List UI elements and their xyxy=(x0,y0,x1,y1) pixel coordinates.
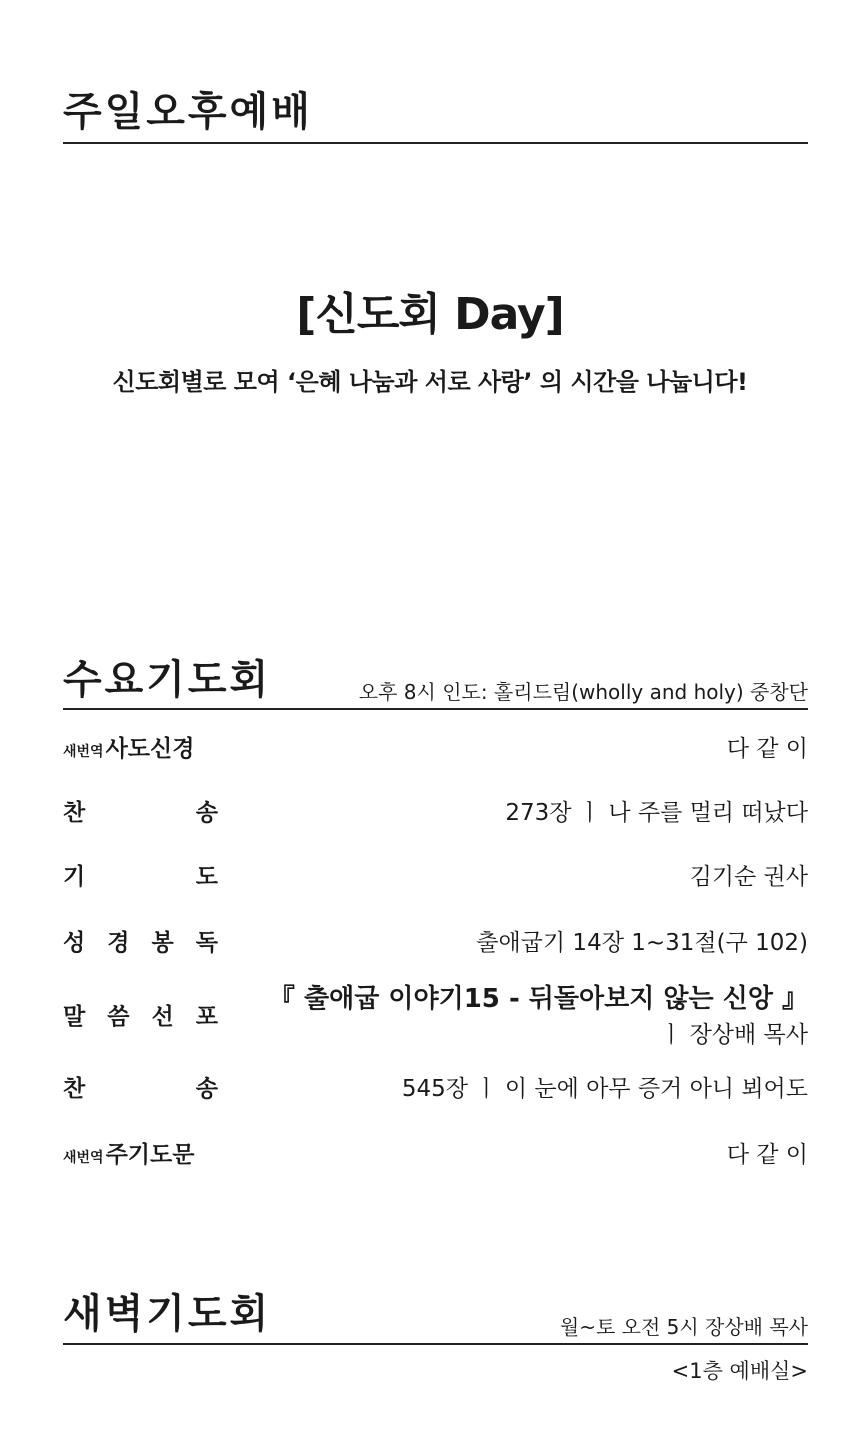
row-label-sermon xyxy=(63,998,218,1031)
row-value-lords-prayer: 다 같 이 xyxy=(726,1142,808,1168)
wednesday-title: 수요기도회 xyxy=(63,657,272,703)
row-label-closing-hymn xyxy=(63,1070,218,1103)
row-label-prayer xyxy=(63,858,218,891)
row-label-lords-prayer xyxy=(63,1136,218,1169)
label-char: 씀 xyxy=(107,1004,130,1030)
label-char: 송 xyxy=(195,1076,218,1102)
sermon-title: 『 출애굽 이야기15 - 뒤돌아보지 않는 신앙 』 xyxy=(268,984,808,1014)
dawn-prayer-title: 새벽기도회 xyxy=(63,1291,272,1337)
row-value-hymn: 273장 ㅣ 나 주를 멀리 떠났다 xyxy=(505,800,808,826)
row-label-scripture xyxy=(63,924,218,957)
translation-label: 새번역 xyxy=(63,744,104,760)
sunday-afternoon-title: 주일오후예배 xyxy=(63,89,313,135)
event-title: [신도회 Day] xyxy=(296,289,564,340)
row-value-closing-hymn: 545장 ㅣ 이 눈에 아무 증거 아니 뵈어도 xyxy=(401,1076,808,1102)
row-label-creed xyxy=(63,730,218,763)
wednesday-info: 오후 8시 인도: 홀리드림(wholly and holy) 중창단 xyxy=(358,680,808,704)
row-value-prayer: 김기순 권사 xyxy=(689,864,808,890)
sermon-preacher: ㅣ 장상배 목사 xyxy=(660,1022,808,1048)
dawn-prayer-info: 월~토 오전 5시 장상배 목사 xyxy=(559,1315,808,1339)
label-char: 찬 xyxy=(63,1076,86,1102)
label-char: 포 xyxy=(195,1004,218,1030)
label-char: 송 xyxy=(195,800,218,826)
label-text: 사도신경 xyxy=(105,736,195,762)
translation-label: 새번역 xyxy=(63,1150,104,1166)
label-char: 선 xyxy=(151,1004,174,1030)
dawn-prayer-location: <1층 예배실> xyxy=(671,1359,808,1383)
label-char: 봉 xyxy=(151,930,174,956)
label-text: 주기도문 xyxy=(105,1142,195,1168)
label-char: 성 xyxy=(63,930,86,956)
event-subtitle: 신도회별로 모여 ‘은혜 나눔과 서로 사랑’ 의 시간을 나눕니다! xyxy=(112,368,748,396)
section-divider xyxy=(63,708,808,710)
row-value-creed: 다 같 이 xyxy=(726,736,808,762)
label-char: 독 xyxy=(195,930,218,956)
section-divider xyxy=(63,142,808,144)
label-char: 찬 xyxy=(63,800,86,826)
label-char: 경 xyxy=(107,930,130,956)
label-char: 말 xyxy=(63,1004,86,1030)
label-char: 도 xyxy=(195,864,218,890)
label-char: 기 xyxy=(63,864,86,890)
row-value-scripture: 출애굽기 14장 1~31절(구 102) xyxy=(476,930,808,956)
row-label-hymn xyxy=(63,794,218,827)
section-divider xyxy=(63,1343,808,1345)
